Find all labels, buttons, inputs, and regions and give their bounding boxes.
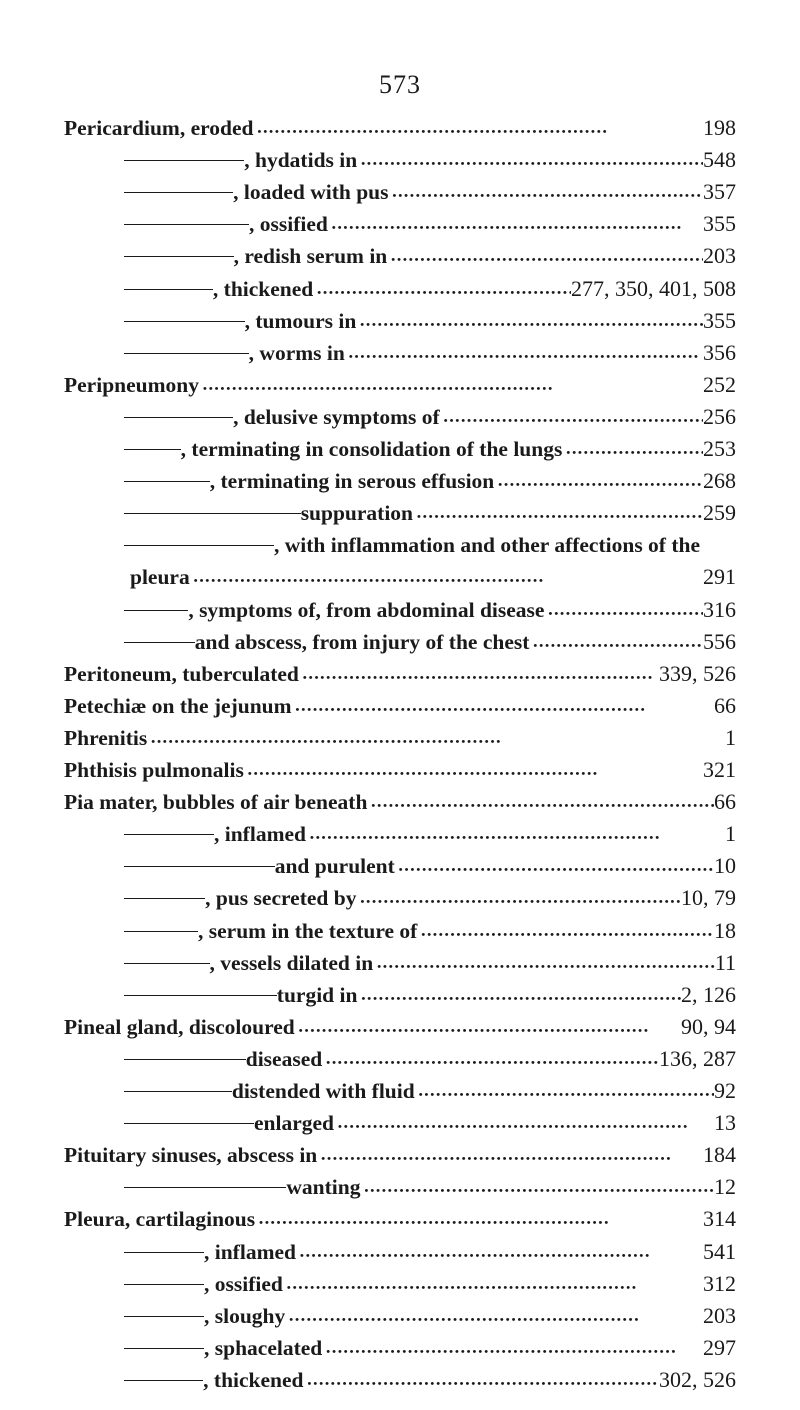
index-entry: [124, 305, 736, 337]
ditto-dash: [124, 898, 205, 899]
entry-pages: 203: [703, 1302, 736, 1328]
dot-leader: [367, 786, 714, 822]
entry-pages: 66: [714, 789, 736, 815]
dot-leader: [283, 1268, 703, 1304]
entry-text: distended with fluid: [231, 1079, 415, 1103]
ditto-dash: [124, 417, 233, 418]
entry-text: Peritoneum, tuberculated: [64, 661, 299, 686]
ditto-dash: [124, 481, 210, 482]
dot-leader: [388, 176, 703, 212]
ditto-dash: [124, 1123, 254, 1124]
entry-text: Pleura, cartilaginous: [64, 1207, 256, 1232]
entry-text: Phrenitis: [64, 725, 148, 750]
index-entry: [124, 176, 736, 208]
entry-pages: 1: [725, 821, 736, 847]
ditto-dash: [124, 834, 214, 835]
ditto-dash: [124, 256, 234, 257]
index-entry: [124, 1107, 736, 1139]
entry-text: enlarged: [254, 1111, 335, 1136]
ditto-dash: [124, 995, 277, 996]
index-entry: [124, 850, 736, 882]
entry-pages: 556: [703, 628, 736, 654]
entry-text: , hydatids in: [244, 148, 358, 173]
entry-text: , ossified: [249, 212, 328, 237]
dot-leader: [253, 112, 703, 148]
dot-leader: [255, 1203, 703, 1239]
entry-text: Peripneumony: [64, 372, 199, 397]
entry-text: , ossified: [204, 1271, 283, 1296]
ditto-dash: [124, 1059, 246, 1060]
dot-leader: [199, 369, 703, 405]
entry-text: , inflamed: [204, 1239, 296, 1264]
index-entry: [64, 112, 736, 144]
ditto-dash: [124, 449, 181, 450]
entry-text: , inflamed: [214, 822, 306, 847]
dot-leader: [360, 1171, 714, 1207]
dot-leader: [292, 690, 714, 726]
ditto-dash: [124, 224, 249, 225]
index-entry: [124, 240, 736, 272]
index-entry: [64, 1203, 736, 1235]
ditto-dash: [124, 1284, 204, 1285]
index-entry: [124, 144, 736, 176]
dot-leader: [322, 1043, 659, 1079]
ditto-dash: [124, 160, 244, 161]
entry-text: and abscess, from injury of the chest: [194, 629, 530, 654]
entry-pages: 198: [703, 115, 736, 140]
ditto-dash: [124, 1252, 204, 1253]
dot-leader: [304, 1364, 659, 1400]
index-entry: [124, 626, 736, 658]
index-entry: [124, 1075, 736, 1107]
entry-text: , sloughy: [204, 1303, 286, 1328]
entry-pages: 184: [703, 1142, 736, 1168]
index-entry: [64, 1011, 736, 1043]
dot-leader: [334, 1107, 714, 1143]
index-entry: [124, 337, 736, 369]
ditto-dash: [124, 289, 213, 290]
dot-leader: [413, 497, 703, 533]
entry-pages: 252: [703, 371, 736, 397]
entry-text: Pia mater, bubbles of air beneath: [64, 790, 368, 815]
dot-leader: [356, 305, 703, 341]
dot-leader: [562, 433, 703, 469]
entry-text: , sphacelated: [204, 1335, 323, 1360]
index-entry: [64, 658, 736, 690]
ditto-dash: [124, 931, 198, 932]
index-entry: [64, 754, 736, 786]
entry-text: , redish serum in: [233, 244, 388, 269]
ditto-dash: [124, 353, 249, 354]
ditto-dash: [124, 513, 301, 514]
entry-text: , with inflammation and other affections of the: [274, 533, 701, 558]
dot-leader: [299, 658, 659, 694]
entry-pages: 268: [703, 468, 736, 494]
index-entry: [124, 1268, 736, 1300]
entry-pages: 316: [703, 596, 736, 622]
dot-leader: [373, 947, 715, 983]
index-entry: [124, 882, 736, 914]
index-entry: [124, 401, 736, 433]
entry-pages: 291: [703, 564, 736, 590]
entry-pages: 541: [703, 1238, 736, 1264]
entry-pages: 1: [725, 724, 736, 750]
dot-leader: [395, 850, 714, 886]
entry-text: pleura: [130, 565, 190, 590]
entry-pages: 314: [703, 1206, 736, 1232]
entry-pages: 302, 526: [659, 1366, 736, 1392]
entry-text: , serum in the texture of: [198, 918, 418, 943]
ditto-dash: [124, 642, 195, 643]
entry-pages: 18: [714, 917, 736, 943]
ditto-dash: [124, 192, 233, 193]
entry-text: , terminating in consolidation of the lungs: [180, 437, 563, 461]
entry-text: , thickened: [203, 1367, 304, 1392]
entry-text: wanting: [286, 1175, 361, 1200]
dot-leader: [285, 1300, 703, 1336]
entry-pages: 321: [703, 757, 736, 782]
dot-leader: [415, 1075, 714, 1111]
index-entry: [124, 465, 736, 497]
ditto-dash: [124, 963, 210, 964]
entry-pages: 10, 79: [681, 885, 736, 911]
entry-pages: 2, 126: [681, 981, 736, 1007]
index-entry: [124, 818, 736, 850]
index-entry: [124, 529, 736, 561]
index-entry: [64, 690, 736, 722]
entry-text: , loaded with pus: [233, 180, 389, 205]
index-entry: [124, 273, 736, 305]
dot-leader: [190, 561, 703, 597]
dot-leader: [317, 1139, 703, 1175]
dot-leader: [322, 1332, 703, 1368]
ditto-dash: [124, 866, 275, 867]
ditto-dash: [124, 1316, 204, 1317]
index-entry: [124, 594, 736, 626]
dot-leader: [306, 818, 725, 854]
ditto-dash: [124, 1091, 232, 1092]
dot-leader: [494, 465, 703, 501]
entry-pages: 253: [703, 436, 736, 461]
entry-pages: 259: [703, 500, 736, 526]
entry-text: turgid in: [276, 982, 358, 1007]
entry-pages: 297: [703, 1334, 736, 1360]
entry-pages: 277, 350, 401, 508: [571, 275, 736, 301]
entry-text: , worms in: [248, 340, 345, 365]
entry-pages: 203: [703, 243, 736, 269]
index-entry: [124, 1300, 736, 1332]
dot-leader: [296, 1236, 703, 1272]
entry-text: Petechiæ on the jejunum: [64, 693, 292, 718]
dot-leader: [544, 594, 703, 630]
entry-pages: 11: [714, 949, 736, 975]
entry-pages: 13: [714, 1110, 736, 1136]
index-entry: [124, 1236, 736, 1268]
entry-pages: 136, 287: [659, 1045, 736, 1071]
dot-leader: [529, 626, 703, 662]
entry-pages: 355: [703, 307, 736, 333]
index-entry: [124, 915, 736, 947]
entry-text: Pineal gland, discoloured: [64, 1014, 295, 1039]
entry-text: and purulent: [274, 854, 395, 879]
entry-pages: 12: [714, 1174, 736, 1200]
index-entry: [124, 497, 736, 529]
entry-text: , delusive symptoms of: [233, 404, 440, 429]
dot-leader: [345, 337, 703, 373]
dot-leader: [147, 722, 725, 758]
index-entry: [124, 1364, 736, 1396]
entry-pages: 312: [703, 1270, 736, 1296]
entry-text: Pituitary sinuses, abscess in: [64, 1143, 318, 1168]
entry-pages: 66: [714, 692, 736, 718]
entry-text: Phthisis pulmonalis: [64, 758, 244, 782]
ditto-dash: [124, 610, 188, 611]
entry-pages: 92: [714, 1078, 736, 1103]
entry-text: suppuration: [300, 501, 414, 526]
entry-pages: 339, 526: [659, 660, 736, 686]
dot-leader: [295, 1011, 681, 1047]
entry-pages: 356: [703, 339, 736, 365]
ditto-dash: [124, 1380, 203, 1381]
entry-pages: 90, 94: [681, 1013, 736, 1039]
index-entry: [124, 1171, 736, 1203]
entry-pages: 548: [703, 147, 736, 173]
dot-leader: [328, 208, 703, 244]
entry-text: , pus secreted by: [205, 886, 357, 911]
entry-pages: 355: [703, 211, 736, 237]
ditto-dash: [124, 1187, 286, 1188]
dot-leader: [244, 754, 703, 790]
dot-leader: [417, 915, 714, 951]
dot-leader: [387, 240, 703, 276]
index-entry: [124, 947, 736, 979]
dot-leader: [357, 144, 703, 180]
ditto-dash: [124, 1348, 204, 1349]
index-entry: [64, 1139, 736, 1171]
index-entry: [64, 786, 736, 818]
index-entry: [124, 979, 736, 1011]
entry-text: , terminating in serous effusion: [209, 469, 495, 494]
dot-leader: [357, 979, 681, 1015]
index-entry: [64, 722, 736, 754]
index-entry: [124, 1043, 736, 1075]
page-number: 573: [379, 70, 421, 99]
ditto-dash: [124, 545, 274, 546]
ditto-dash: [124, 321, 245, 322]
entry-text: , tumours in: [244, 308, 357, 333]
entry-pages: 256: [703, 403, 736, 429]
entry-pages: 10: [714, 853, 736, 879]
index-entry: [124, 208, 736, 240]
dot-leader: [440, 401, 703, 437]
index-entry: [124, 433, 736, 465]
entry-text: , symptoms of, from abdominal disease: [188, 597, 545, 622]
entry-text: Pericardium, eroded: [64, 116, 254, 140]
entry-text: , thickened: [212, 276, 314, 301]
dot-leader: [356, 882, 681, 918]
entry-text: , vessels dilated in: [209, 950, 374, 975]
entry-text: diseased: [245, 1046, 323, 1071]
dot-leader: [313, 273, 571, 309]
index-entry: [64, 369, 736, 401]
entry-pages: 357: [703, 179, 736, 205]
index-entry: [124, 1332, 736, 1364]
index-entry: [130, 561, 736, 593]
